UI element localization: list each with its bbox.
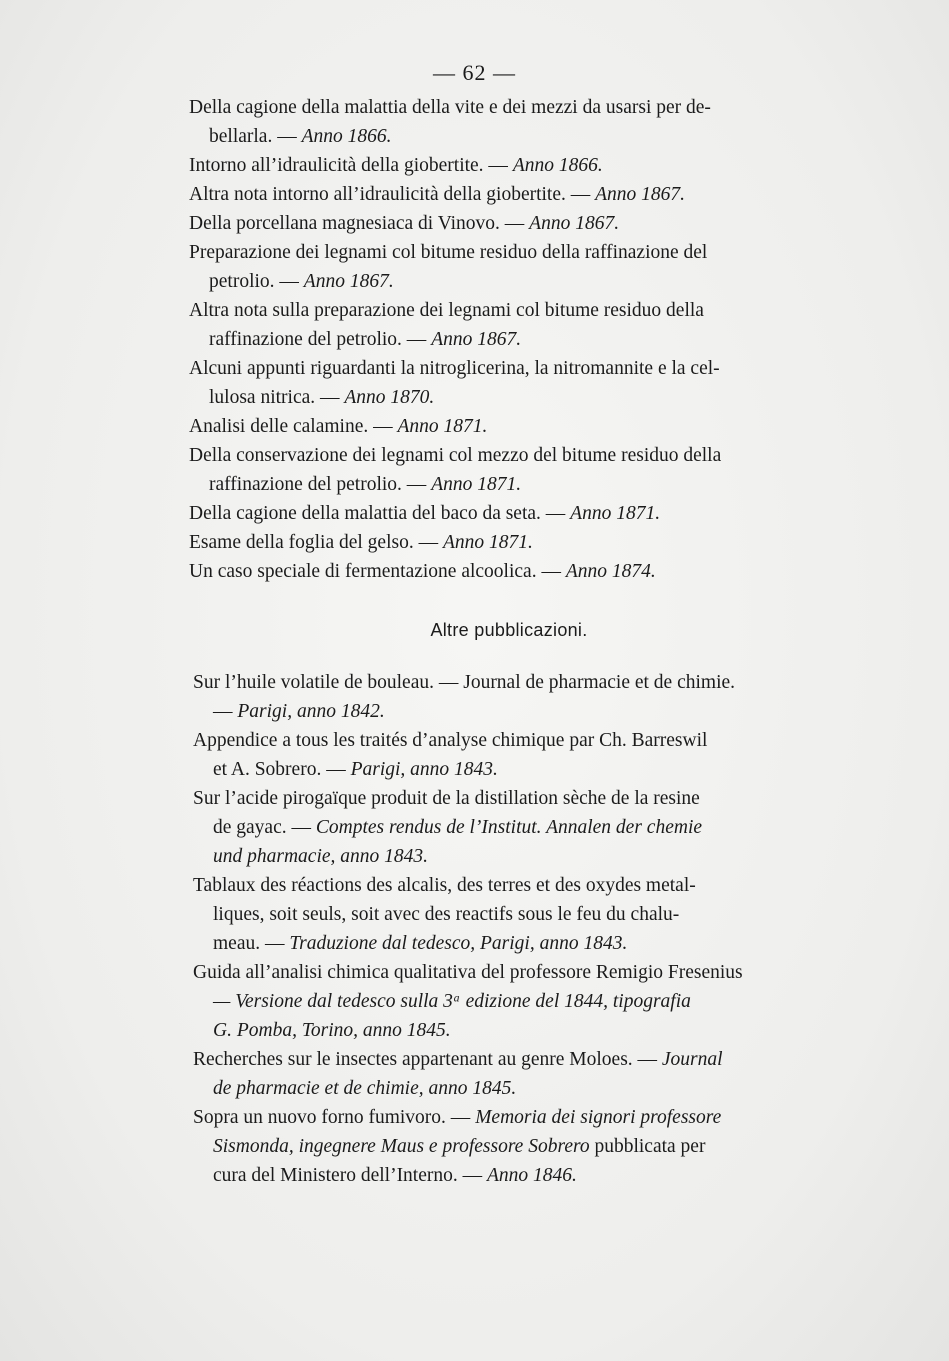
section-heading: Altre pubblicazioni. (430, 620, 588, 640)
publication-list (189, 93, 829, 655)
list-item: Della conservazione dei legnami col mezzo del bitume residuo della raffinazione del petrolio. — Anno 1871. (189, 445, 722, 495)
list-item: Della porcellana magnesiaca di Vinovo. — Anno 1867. (189, 213, 620, 234)
list-item: Altra nota sulla preparazione dei legnami col bitume residuo della raffinazione del petrolio. — Anno 1867. (189, 300, 704, 350)
list-item: Recherches sur le insectes appartenant au genre Moloes. — Journal de pharmacie et de chimie, anno 1845. (193, 1049, 723, 1099)
list-item: Intorno all’idraulicità della giobertite. — Anno 1866. (189, 155, 603, 176)
page-number: — 62 — (433, 60, 516, 85)
list-item: Guida all’analisi chimica qualitativa del professore Remigio Fresenius — Versione dal tedesco sulla 3ᵃ edizione del 1844, tipografia G. Pomba, Torino, anno 1845. (193, 962, 743, 1041)
list-item: Alcuni appunti riguardanti la nitroglicerina, la nitromannite e la cel- lulosa nitrica. — Anno 1870. (189, 358, 720, 408)
list-item: Sopra un nuovo forno fumivoro. — Memoria dei signori professore Sismonda, ingegnere Maus e professore Sobrero pubblicata per cura del Ministero dell’Interno. — Anno 1846. (193, 1107, 722, 1186)
list-item: Tablaux des réactions des alcalis, des terres et des oxydes metal- liques, soit seuls, soit avec des reactifs sous le feu du chalu- meau. — Traduzione dal tedesco, Parigi, anno 1843. (193, 875, 696, 954)
list-item: Analisi delle calamine. — Anno 1871. (189, 416, 488, 437)
list-item: Altra nota intorno all’idraulicità della giobertite. — Anno 1867. (189, 184, 686, 205)
list-item: Appendice a tous les traités d’analyse chimique par Ch. Barreswil et A. Sobrero. — Parigi, anno 1843. (193, 730, 708, 780)
list-item: Della cagione della malattia del baco da seta. — Anno 1871. (189, 503, 661, 524)
list-item: Preparazione dei legnami col bitume residuo della raffinazione del petrolio. — Anno 1867. (189, 242, 708, 292)
list-item: Della cagione della malattia della vite e dei mezzi da usarsi per de- bellarla. — Anno 1866. (189, 97, 711, 147)
list-item: Sur l’acide pirogaïque produit de la distillation sèche de la resine de gayac. — Comptes rendus de l’Institut. Annalen der chemie und pharmacie, anno 1843. (193, 788, 703, 867)
list-item: Esame della foglia del gelso. — Anno 1871. (189, 532, 533, 553)
other-publications-list (193, 668, 835, 1190)
list-item: Un caso speciale di fermentazione alcoolica. — Anno 1874. (189, 561, 656, 582)
list-item: Sur l’huile volatile de bouleau. — Journal de pharmacie et de chimie. — Parigi, anno 1842. (193, 672, 736, 722)
